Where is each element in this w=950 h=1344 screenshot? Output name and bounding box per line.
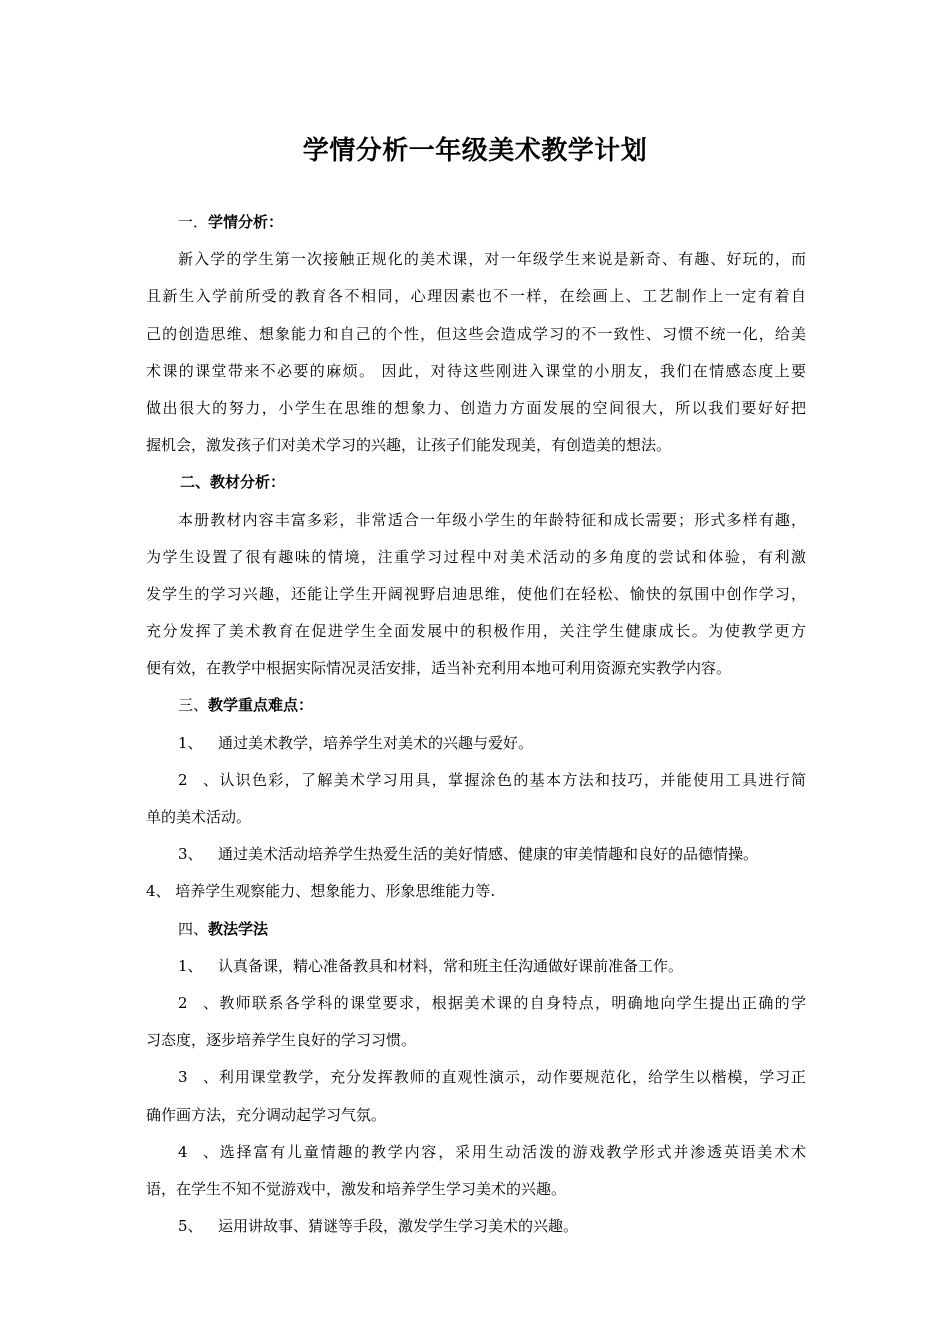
list-number: 2、 [178, 770, 218, 789]
section-1-paragraph-line: 且新生入学前所受的教育各不相同，心理因素也不一样，在绘画上、工艺制作上一定有着自 [146, 287, 806, 306]
section-3-item-4: 4、 培养学生观察能力、想象能力、形象思维能力等. [146, 882, 496, 901]
list-number: 2、 [178, 993, 218, 1012]
section-1-heading [146, 204, 806, 241]
list-item-text: 认识色彩，了解美术学习用具，掌握涂色的基本方法和技巧，并能使用工具进行简 [218, 770, 806, 789]
list-number: 5、 [178, 1217, 203, 1236]
section-4-item-1 [146, 948, 806, 985]
section-3-item-2 [146, 762, 806, 799]
section-4-item-2-continued: 习态度，逐步培养学生良好的学习习惯。 [146, 1031, 417, 1050]
section-1-paragraph-line: 握机会，激发孩子们对美术学习的兴趣，让孩子们能发现美，有创造美的想法。 [146, 436, 672, 455]
list-number: 3、 [178, 845, 203, 864]
section-2-paragraph-line: 充分发挥了美术教育在促进学生全面发展中的积极作用，关注学生健康成长。为使教学更方 [146, 622, 806, 641]
list-item-text: 通过美术活动培养学生热爱生活的美好情感、健康的审美情趣和良好的品德情操。 [218, 845, 759, 864]
list-number: 1、 [178, 733, 203, 752]
section-2-paragraph-line: 本册教材内容丰富多彩，非常适合一年级小学生的年龄特征和成长需要；形式多样有趣， [178, 510, 806, 529]
section-3-item-1 [146, 725, 806, 762]
section-4-item-2 [146, 985, 806, 1022]
section-3-heading [146, 687, 806, 724]
list-number: 4、 [178, 1142, 218, 1161]
list-number: 1、 [178, 956, 203, 975]
list-item-text: 运用讲故事、猜谜等手段，激发学生学习美术的兴趣。 [218, 1217, 579, 1236]
section-4-item-5 [146, 1208, 806, 1245]
section-4-heading [146, 911, 806, 948]
section-4-heading-number: 四、 [178, 919, 209, 938]
section-1-paragraph-line: 新入学的学生第一次接触正规化的美术课，对一年级学生来说是新奇、有趣、好玩的，而 [178, 250, 806, 269]
list-item-text: 选择富有儿童情趣的教学内容，采用生动活泼的游戏教学形式并渗透英语美术术 [218, 1142, 806, 1161]
section-1-paragraph-line: 术课的课堂带来不必要的麻烦。 因此，对待这些刚进入课堂的小朋友，我们在情感态度上要 [146, 361, 806, 380]
section-1-heading-text: 学情分析： [208, 213, 284, 231]
section-4-item-3 [146, 1059, 806, 1096]
list-item-text: 认真备课，精心准备教具和材料，常和班主任沟通做好课前准备工作。 [218, 956, 684, 975]
list-item-text: 利用课堂教学，充分发挥教师的直观性演示，动作要规范化，给学生以楷模，学习正 [218, 1068, 806, 1087]
list-item-text: 通过美术教学，培养学生对美术的兴趣与爱好。 [218, 733, 534, 752]
section-4-heading-text: 教法学法 [208, 919, 269, 938]
section-4-item-4 [146, 1134, 806, 1171]
section-1-paragraph-line: 己的创造思维、想象能力和自己的个性，但这些会造成学习的不一致性、习惯不统一化，给美 [146, 324, 806, 343]
section-1-paragraph-line: 做出很大的努力，小学生在思维的想象力、创造力方面发展的空间很大，所以我们要好好把 [146, 398, 806, 417]
section-2-heading [146, 464, 806, 501]
section-3-item-2-continued: 单的美术活动。 [146, 808, 252, 826]
section-4-item-4-continued: 语，在学生不知不觉游戏中，激发和培养学生学习美术的兴趣。 [146, 1179, 567, 1198]
document-body [146, 204, 806, 1245]
section-2-paragraph-line: 便有效，在教学中根据实际情况灵活安排，适当补充利用本地可利用资源充实教学内容。 [146, 659, 732, 678]
section-3-heading-text: 教学重点难点： [208, 696, 314, 715]
section-2-paragraph-line: 为学生设置了很有趣味的情境，注重学习过程中对美术活动的多角度的尝试和体验，有利激 [146, 547, 806, 566]
section-2-paragraph-line: 发学生的学习兴趣，还能让学生开阔视野启迪思维，使他们在轻松、愉快的氛围中创作学习， [146, 584, 806, 603]
list-item-text: 教师联系各学科的课堂要求，根据美术课的自身特点，明确地向学生提出正确的学 [218, 993, 806, 1012]
list-number: 3、 [178, 1068, 218, 1087]
section-4-item-3-continued: 确作画方法，充分调动起学习气氛。 [146, 1105, 387, 1124]
section-2-heading-text: 二、教材分析： [180, 473, 286, 492]
section-1-heading-number: 一． [178, 213, 209, 231]
document-title: 学情分析一年级美术教学计划 [302, 136, 648, 166]
section-3-item-3 [146, 836, 806, 873]
section-3-heading-number: 三、 [178, 696, 209, 715]
